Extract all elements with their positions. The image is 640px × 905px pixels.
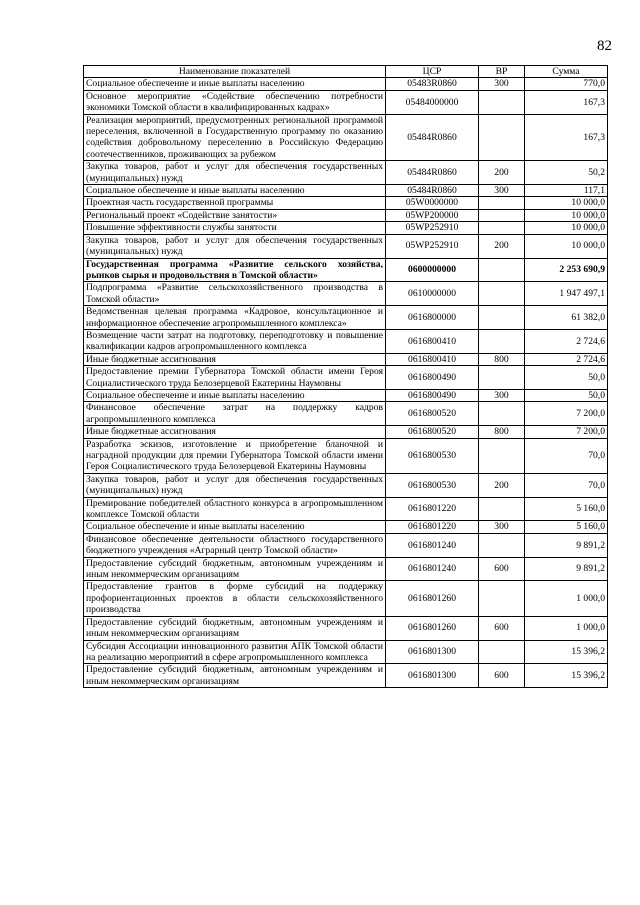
cell-sum: 15 396,2 [525, 664, 608, 688]
cell-sum: 1 000,0 [525, 616, 608, 640]
cell-vr: 800 [479, 353, 525, 365]
header-name: Наименование показателей [84, 66, 386, 78]
table-row [84, 78, 608, 90]
cell-sum: 2 724,6 [525, 353, 608, 365]
cell-name: Подпрограмма «Развитие сельскохозяйственного производства в Томской области» [84, 282, 386, 306]
cell-csr: 0616800520 [386, 426, 479, 438]
table-row [84, 389, 608, 401]
cell-csr: 05484R0860 [386, 161, 479, 185]
cell-sum: 10 000,0 [525, 197, 608, 209]
cell-sum: 7 200,0 [525, 402, 608, 426]
cell-sum: 7 200,0 [525, 426, 608, 438]
cell-csr: 05WP252910 [386, 222, 479, 234]
cell-name: Предоставление субсидий бюджетным, автономным учреждениям и иным некоммерческим организациям [84, 664, 386, 688]
cell-csr: 0616800520 [386, 402, 479, 426]
cell-name: Закупка товаров, работ и услуг для обеспечения государственных (муниципальных) нужд [84, 234, 386, 258]
cell-csr: 0616800530 [386, 473, 479, 497]
cell-csr: 05W0000000 [386, 197, 479, 209]
cell-vr: 200 [479, 234, 525, 258]
cell-sum: 70,0 [525, 438, 608, 473]
cell-vr: 300 [479, 521, 525, 533]
cell-csr: 0616801220 [386, 497, 479, 521]
table-row [84, 640, 608, 664]
cell-name: Закупка товаров, работ и услуг для обеспечения государственных (муниципальных) нужд [84, 473, 386, 497]
cell-name: Иные бюджетные ассигнования [84, 426, 386, 438]
cell-name: Реализация мероприятий, предусмотренных региональной программой переселения, включенной в Государственную программу по оказанию содействия добровольному переселению в Российскую Федерацию соотечественников, проживающих за рубежом [84, 114, 386, 161]
cell-name: Социальное обеспечение и иные выплаты населению [84, 389, 386, 401]
cell-sum: 117,1 [525, 185, 608, 197]
cell-csr: 0616801220 [386, 521, 479, 533]
table-row [84, 258, 608, 282]
cell-vr: 600 [479, 664, 525, 688]
cell-sum: 61 382,0 [525, 306, 608, 330]
table-header-row [84, 66, 608, 78]
cell-name: Возмещение части затрат на подготовку, переподготовку и повышение квалификации кадров агропромышленного комплекса [84, 329, 386, 353]
cell-sum: 1 000,0 [525, 581, 608, 616]
cell-name: Предоставление субсидий бюджетным, автономным учреждениям и иным некоммерческим организациям [84, 616, 386, 640]
cell-name: Ведомственная целевая программа «Кадровое, консультационное и информационное обеспечение агропромышленного комплекса» [84, 306, 386, 330]
cell-vr: 600 [479, 557, 525, 581]
cell-csr: 0616800410 [386, 353, 479, 365]
cell-vr [479, 209, 525, 221]
cell-sum: 9 891,2 [525, 533, 608, 557]
cell-vr [479, 306, 525, 330]
cell-vr [479, 90, 525, 114]
cell-sum: 5 160,0 [525, 521, 608, 533]
cell-name: Повышение эффективности службы занятости [84, 222, 386, 234]
table-row [84, 185, 608, 197]
cell-name: Премирование победителей областного конкурса в агропромышленном комплексе Томской области [84, 497, 386, 521]
cell-csr: 0616801240 [386, 557, 479, 581]
cell-sum: 1 947 497,1 [525, 282, 608, 306]
cell-name: Разработка эскизов, изготовление и приобретение бланочной и наградной продукции для премии Губернатора Томской области имени Героя Социалистического труда Белозерцевой Екатерины Наумовны [84, 438, 386, 473]
cell-vr [479, 258, 525, 282]
cell-name: Проектная часть государственной программы [84, 197, 386, 209]
cell-sum: 167,3 [525, 114, 608, 161]
cell-csr: 0616801260 [386, 581, 479, 616]
cell-sum: 770,0 [525, 78, 608, 90]
cell-vr [479, 282, 525, 306]
cell-sum: 15 396,2 [525, 640, 608, 664]
cell-name: Иные бюджетные ассигнования [84, 353, 386, 365]
cell-vr [479, 438, 525, 473]
header-vr: ВР [479, 66, 525, 78]
cell-vr: 300 [479, 185, 525, 197]
cell-sum: 2 253 690,9 [525, 258, 608, 282]
cell-csr: 05WP200000 [386, 209, 479, 221]
cell-name: Финансовое обеспечение деятельности областного государственного бюджетного учреждения «Аграрный центр Томской области» [84, 533, 386, 557]
table-row [84, 557, 608, 581]
cell-name: Основное мероприятие «Содействие обеспечению потребности экономики Томской области в квалифицированных кадрах» [84, 90, 386, 114]
cell-name: Предоставление премии Губернатора Томской области имени Героя Социалистического труда Белозерцевой Екатерины Наумовны [84, 366, 386, 390]
cell-name: Социальное обеспечение и иные выплаты населению [84, 185, 386, 197]
cell-sum: 50,0 [525, 389, 608, 401]
table-row [84, 616, 608, 640]
cell-sum: 2 724,6 [525, 329, 608, 353]
cell-vr: 600 [479, 616, 525, 640]
table-row [84, 329, 608, 353]
table-row [84, 209, 608, 221]
table-body [84, 78, 608, 688]
cell-csr: 05484R0860 [386, 185, 479, 197]
cell-vr: 200 [479, 473, 525, 497]
cell-name: Финансовое обеспечение затрат на поддержку кадров агропромышленного комплекса [84, 402, 386, 426]
table-row [84, 426, 608, 438]
header-sum: Сумма [525, 66, 608, 78]
cell-vr [479, 329, 525, 353]
table-row [84, 402, 608, 426]
budget-table [83, 65, 608, 688]
cell-csr: 0616801260 [386, 616, 479, 640]
cell-sum: 10 000,0 [525, 222, 608, 234]
cell-name: Предоставление грантов в форме субсидий на поддержку профориентационных проектов в области сельскохозяйственного производства [84, 581, 386, 616]
cell-name: Предоставление субсидий бюджетным, автономным учреждениям и иным некоммерческим организациям [84, 557, 386, 581]
cell-csr: 05484R0860 [386, 114, 479, 161]
cell-vr: 300 [479, 78, 525, 90]
table-row [84, 353, 608, 365]
cell-name: Социальное обеспечение и иные выплаты населению [84, 78, 386, 90]
cell-vr [479, 402, 525, 426]
cell-sum: 50,0 [525, 366, 608, 390]
cell-vr [479, 114, 525, 161]
cell-vr: 200 [479, 161, 525, 185]
cell-csr: 05484000000 [386, 90, 479, 114]
table-row [84, 521, 608, 533]
cell-csr: 05483R0860 [386, 78, 479, 90]
cell-csr: 0616800000 [386, 306, 479, 330]
table-row [84, 282, 608, 306]
table-row [84, 533, 608, 557]
table-row [84, 90, 608, 114]
table-row [84, 222, 608, 234]
cell-vr [479, 222, 525, 234]
cell-vr: 800 [479, 426, 525, 438]
table-row [84, 581, 608, 616]
table-row [84, 234, 608, 258]
cell-csr: 0616801240 [386, 533, 479, 557]
cell-sum: 10 000,0 [525, 234, 608, 258]
table-row [84, 438, 608, 473]
cell-csr: 0600000000 [386, 258, 479, 282]
table-row [84, 161, 608, 185]
cell-sum: 167,3 [525, 90, 608, 114]
cell-csr: 0616800490 [386, 389, 479, 401]
cell-vr: 300 [479, 389, 525, 401]
table-row [84, 366, 608, 390]
cell-csr: 0610000000 [386, 282, 479, 306]
cell-name: Региональный проект «Содействие занятости» [84, 209, 386, 221]
cell-vr [479, 366, 525, 390]
page-number: 82 [597, 38, 612, 54]
table-row [84, 197, 608, 209]
table-row [84, 114, 608, 161]
table-row [84, 664, 608, 688]
cell-csr: 0616801300 [386, 664, 479, 688]
cell-vr [479, 640, 525, 664]
table-row [84, 497, 608, 521]
cell-name: Государственная программа «Развитие сельского хозяйства, рынков сырья и продовольствия в Томской области» [84, 258, 386, 282]
cell-name: Субсидия Ассоциации инновационного развития АПК Томской области на реализацию мероприятий в сфере агропромышленного комплекса [84, 640, 386, 664]
table-row [84, 473, 608, 497]
cell-csr: 0616801300 [386, 640, 479, 664]
cell-csr: 0616800410 [386, 329, 479, 353]
cell-name: Закупка товаров, работ и услуг для обеспечения государственных (муниципальных) нужд [84, 161, 386, 185]
cell-sum: 9 891,2 [525, 557, 608, 581]
cell-sum: 5 160,0 [525, 497, 608, 521]
cell-csr: 05WP252910 [386, 234, 479, 258]
cell-name: Социальное обеспечение и иные выплаты населению [84, 521, 386, 533]
cell-csr: 0616800530 [386, 438, 479, 473]
cell-csr: 0616800490 [386, 366, 479, 390]
cell-sum: 50,2 [525, 161, 608, 185]
cell-vr [479, 533, 525, 557]
header-csr: ЦСР [386, 66, 479, 78]
cell-sum: 10 000,0 [525, 209, 608, 221]
cell-sum: 70,0 [525, 473, 608, 497]
table-row [84, 306, 608, 330]
cell-vr [479, 581, 525, 616]
cell-vr [479, 197, 525, 209]
cell-vr [479, 497, 525, 521]
